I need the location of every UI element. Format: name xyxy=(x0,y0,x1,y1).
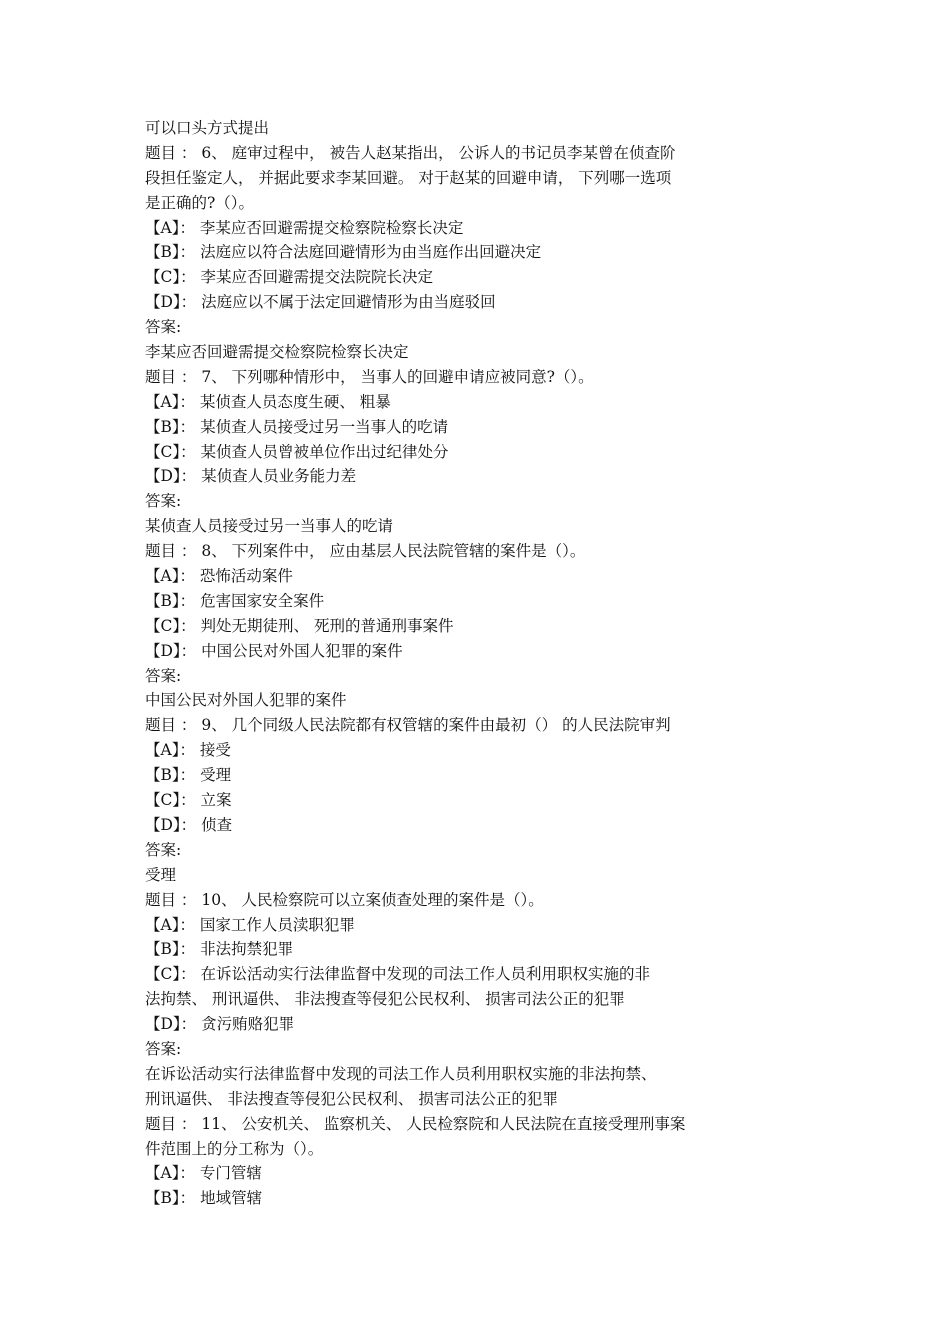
question-10-stem: 题目 ： 10、 人民检察院可以立案侦查处理的案件是（）。 xyxy=(145,890,544,909)
answer-label: 答案: xyxy=(145,840,182,859)
question-9-option-c: 【C】： 立案 xyxy=(145,791,232,810)
question-11-option-b: 【B】： 地域管辖 xyxy=(145,1189,263,1208)
question-6-stem: 是正确的?（）。 xyxy=(145,193,255,212)
question-11-stem: 题目 ： 11、 公安机关、 监察机关、 人民检察院和人民法院在直接受理刑事案 xyxy=(145,1114,686,1133)
question-8-option-d: 【D】： 中国公民对外国人犯罪的案件 xyxy=(145,641,403,660)
question-6-option-d: 【D】： 法庭应以不属于法定回避情形为由当庭驳回 xyxy=(145,293,496,312)
question-7-option-d: 【D】： 某侦查人员业务能力差 xyxy=(145,467,357,486)
question-11-stem: 件范围上的分工称为（）。 xyxy=(145,1139,324,1158)
question-8-stem: 题目 ： 8、 下列案件中， 应由基层人民法院管辖的案件是（）。 xyxy=(145,542,586,561)
question-6-stem: 段担任鉴定人， 并据此要求李某回避。 对于赵某的回避申请， 下列哪一选项 xyxy=(145,168,672,187)
question-9-answer: 受理 xyxy=(145,865,177,884)
question-9-option-a: 【A】： 接受 xyxy=(145,741,231,760)
answer-label: 答案: xyxy=(145,492,182,511)
question-6-option-c: 【C】： 李某应否回避需提交法院院长决定 xyxy=(145,268,434,287)
question-8-option-a: 【A】： 恐怖活动案件 xyxy=(145,567,293,586)
question-6-answer: 李某应否回避需提交检察院检察长决定 xyxy=(145,343,409,362)
question-10-answer: 刑讯逼供、 非法搜查等侵犯公民权利、 损害司法公正的犯罪 xyxy=(145,1089,558,1108)
question-10-option-a: 【A】： 国家工作人员渎职犯罪 xyxy=(145,915,355,934)
question-9-option-d: 【D】： 侦查 xyxy=(145,815,233,834)
question-7-stem: 题目 ： 7、 下列哪种情形中， 当事人的回避申请应被同意?（）。 xyxy=(145,367,594,386)
question-10-option-c: 法拘禁、 刑讯逼供、 非法搜查等侵犯公民权利、 损害司法公正的犯罪 xyxy=(145,990,625,1009)
question-10-option-c: 【C】： 在诉讼活动实行法律监督中发现的司法工作人员利用职权实施的非 xyxy=(145,965,651,984)
question-7-option-b: 【B】： 某侦查人员接受过另一当事人的吃请 xyxy=(145,417,449,436)
question-10-option-b: 【B】： 非法拘禁犯罪 xyxy=(145,940,294,959)
text-line: 可以口头方式提出 xyxy=(145,119,270,137)
question-6-stem: 题目 ： 6、 庭审过程中， 被告人赵某指出， 公诉人的书记员李某曾在侦查阶 xyxy=(145,143,676,162)
question-6-option-b: 【B】： 法庭应以符合法庭回避情形为由当庭作出回避决定 xyxy=(145,243,542,262)
question-8-option-b: 【B】： 危害国家安全案件 xyxy=(145,591,325,610)
question-6-option-a: 【A】： 李某应否回避需提交检察院检察长决定 xyxy=(145,218,464,237)
question-10-answer: 在诉讼活动实行法律监督中发现的司法工作人员利用职权实施的非法拘禁、 xyxy=(145,1064,657,1083)
question-10-option-d: 【D】： 贪污贿赂犯罪 xyxy=(145,1015,295,1034)
question-7-answer: 某侦查人员接受过另一当事人的吃请 xyxy=(145,517,394,536)
answer-label: 答案: xyxy=(145,1039,182,1058)
answer-label: 答案: xyxy=(145,666,182,685)
question-9-stem: 题目 ： 9、 几个同级人民法院都有权管辖的案件由最初（） 的人民法院审判 xyxy=(145,716,671,735)
question-9-option-b: 【B】： 受理 xyxy=(145,766,232,785)
question-11-option-a: 【A】： 专门管辖 xyxy=(145,1164,262,1183)
question-7-option-a: 【A】： 某侦查人员态度生硬、 粗暴 xyxy=(145,392,391,411)
document-body xyxy=(145,116,805,1211)
question-7-option-c: 【C】： 某侦查人员曾被单位作出过纪律处分 xyxy=(145,442,449,461)
answer-label: 答案: xyxy=(145,318,182,337)
question-8-answer: 中国公民对外国人犯罪的案件 xyxy=(145,691,347,710)
question-8-option-c: 【C】： 判处无期徒刑、 死刑的普通刑事案件 xyxy=(145,616,454,635)
